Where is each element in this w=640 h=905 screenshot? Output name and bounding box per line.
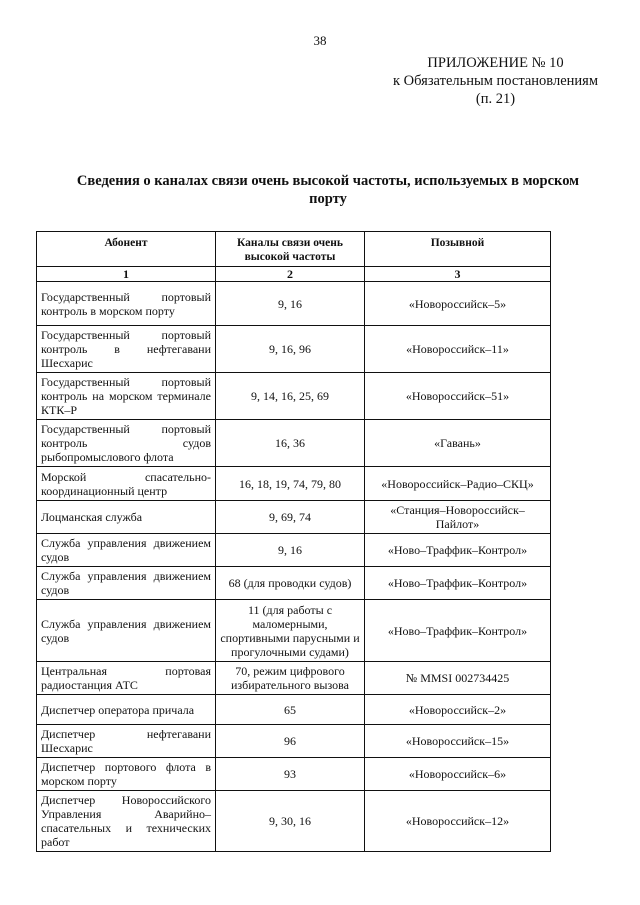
- channels-cell: 16, 18, 19, 74, 79, 80: [216, 467, 365, 501]
- abonent-cell: Диспетчер портового флота в морском порту: [37, 758, 216, 791]
- header-abonent: Абонент: [37, 232, 216, 267]
- abonent-cell: Государственный портовый контроль в морском порту: [37, 282, 216, 326]
- abonent-cell: Служба управления движением судов: [37, 534, 216, 567]
- callsign-cell: «Новороссийск–51»: [365, 373, 551, 420]
- column-number-row: [37, 267, 551, 282]
- abonent-cell: Государственный портовый контроль судов рыбопромыслового флота: [37, 420, 216, 467]
- abonent-cell: Служба управления движением судов: [37, 567, 216, 600]
- callsign-cell: «Ново–Траффик–Контрол»: [365, 534, 551, 567]
- appendix-reference: к Обязательным постановлениям: [393, 73, 598, 89]
- callsign-cell: «Новороссийск–Радио–СКЦ»: [365, 467, 551, 501]
- callsign-cell: «Ново–Траффик–Контрол»: [365, 567, 551, 600]
- callsign-cell: «Новороссийск–11»: [365, 326, 551, 373]
- abonent-cell: Морской спасательно-координационный центр: [37, 467, 216, 501]
- table-row: [37, 725, 551, 758]
- table-row: [37, 791, 551, 852]
- column-number: 1: [37, 267, 216, 282]
- appendix-header: [393, 54, 598, 108]
- abonent-cell: Диспетчер оператора причала: [37, 695, 216, 725]
- channels-cell: 9, 16, 96: [216, 326, 365, 373]
- table-row: [37, 567, 551, 600]
- table-header-row: [37, 232, 551, 267]
- callsign-cell: «Станция–Новороссийск–Пайлот»: [365, 501, 551, 534]
- document-title: Сведения о каналах связи очень высокой частоты, используемых в морском порту: [76, 173, 580, 207]
- callsign-cell: «Новороссийск–2»: [365, 695, 551, 725]
- appendix-title: ПРИЛОЖЕНИЕ № 10: [427, 55, 564, 71]
- channels-cell: 70, режим цифрового избирательного вызова: [216, 662, 365, 695]
- table-row: [37, 282, 551, 326]
- abonent-cell: Служба управления движением судов: [37, 600, 216, 662]
- abonent-cell: Центральная портовая радиостанция АТС: [37, 662, 216, 695]
- abonent-cell: Государственный портовый контроль на морском терминале КТК–Р: [37, 373, 216, 420]
- table-row: [37, 373, 551, 420]
- channels-cell: 16, 36: [216, 420, 365, 467]
- callsign-cell: «Новороссийск–12»: [365, 791, 551, 852]
- channels-table: [36, 231, 551, 852]
- channels-cell: 68 (для проводки судов): [216, 567, 365, 600]
- channels-cell: 65: [216, 695, 365, 725]
- abonent-cell: Лоцманская служба: [37, 501, 216, 534]
- callsign-cell: «Новороссийск–5»: [365, 282, 551, 326]
- table-row: [37, 758, 551, 791]
- callsign-cell: «Ново–Траффик–Контрол»: [365, 600, 551, 662]
- channels-cell: 96: [216, 725, 365, 758]
- abonent-cell: Государственный портовый контроль в нефтегавани Шесхарис: [37, 326, 216, 373]
- table-row: [37, 600, 551, 662]
- channels-cell: 9, 16: [216, 282, 365, 326]
- abonent-cell: Диспетчер нефтегавани Шесхарис: [37, 725, 216, 758]
- channels-cell: 93: [216, 758, 365, 791]
- callsign-cell: № MMSI 002734425: [365, 662, 551, 695]
- column-number: 2: [216, 267, 365, 282]
- table-row: [37, 420, 551, 467]
- header-callsign: Позывной: [365, 232, 551, 267]
- callsign-cell: «Гавань»: [365, 420, 551, 467]
- table-row: [37, 662, 551, 695]
- table-row: [37, 695, 551, 725]
- table-row: [37, 326, 551, 373]
- channels-cell: 9, 30, 16: [216, 791, 365, 852]
- channels-cell: 9, 14, 16, 25, 69: [216, 373, 365, 420]
- page-number: 38: [313, 33, 327, 48]
- table-row: [37, 501, 551, 534]
- abonent-cell: Диспетчер Новороссийского Управления Аварийно–спасательных и технических работ: [37, 791, 216, 852]
- column-number: 3: [365, 267, 551, 282]
- table-row: [37, 534, 551, 567]
- channels-cell: 11 (для работы с маломерными, спортивными парусными и прогулочными судами): [216, 600, 365, 662]
- header-channels: Каналы связи очень высокой частоты: [216, 232, 365, 267]
- channels-cell: 9, 69, 74: [216, 501, 365, 534]
- channels-cell: 9, 16: [216, 534, 365, 567]
- callsign-cell: «Новороссийск–15»: [365, 725, 551, 758]
- appendix-clause: (п. 21): [475, 91, 516, 107]
- callsign-cell: «Новороссийск–6»: [365, 758, 551, 791]
- table-row: [37, 467, 551, 501]
